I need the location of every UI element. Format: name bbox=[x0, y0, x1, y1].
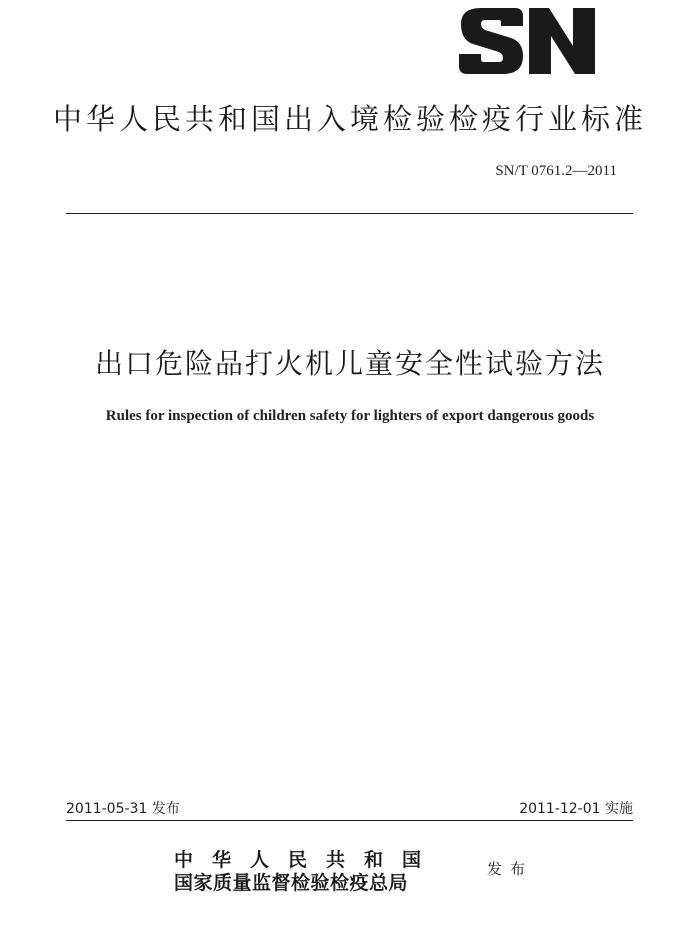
english-title: Rules for inspection of children safety for lighters of export dangerous goods bbox=[105, 408, 595, 424]
implementation-date: 2011-12-01 实施 bbox=[519, 801, 633, 817]
industry-standard-title: 中华人民共和国出入境检验检疫行业标准 bbox=[52, 102, 647, 136]
header-divider bbox=[66, 213, 633, 214]
standard-number: SN/T 0761.2—2011 bbox=[495, 163, 617, 179]
chinese-title: 出口危险品打火机儿童安全性试验方法 bbox=[94, 347, 605, 380]
publish-label: 发布 bbox=[487, 860, 534, 878]
issuer-country: 中华人民共和国 bbox=[174, 849, 441, 871]
sn-logo bbox=[457, 6, 597, 76]
issue-date: 2011-05-31 发布 bbox=[66, 801, 180, 817]
footer-divider bbox=[66, 820, 633, 821]
sn-logo-graphic bbox=[457, 6, 597, 76]
issuer-agency: 国家质量监督检验检疫总局 bbox=[174, 872, 409, 894]
issuer-block bbox=[174, 849, 440, 895]
